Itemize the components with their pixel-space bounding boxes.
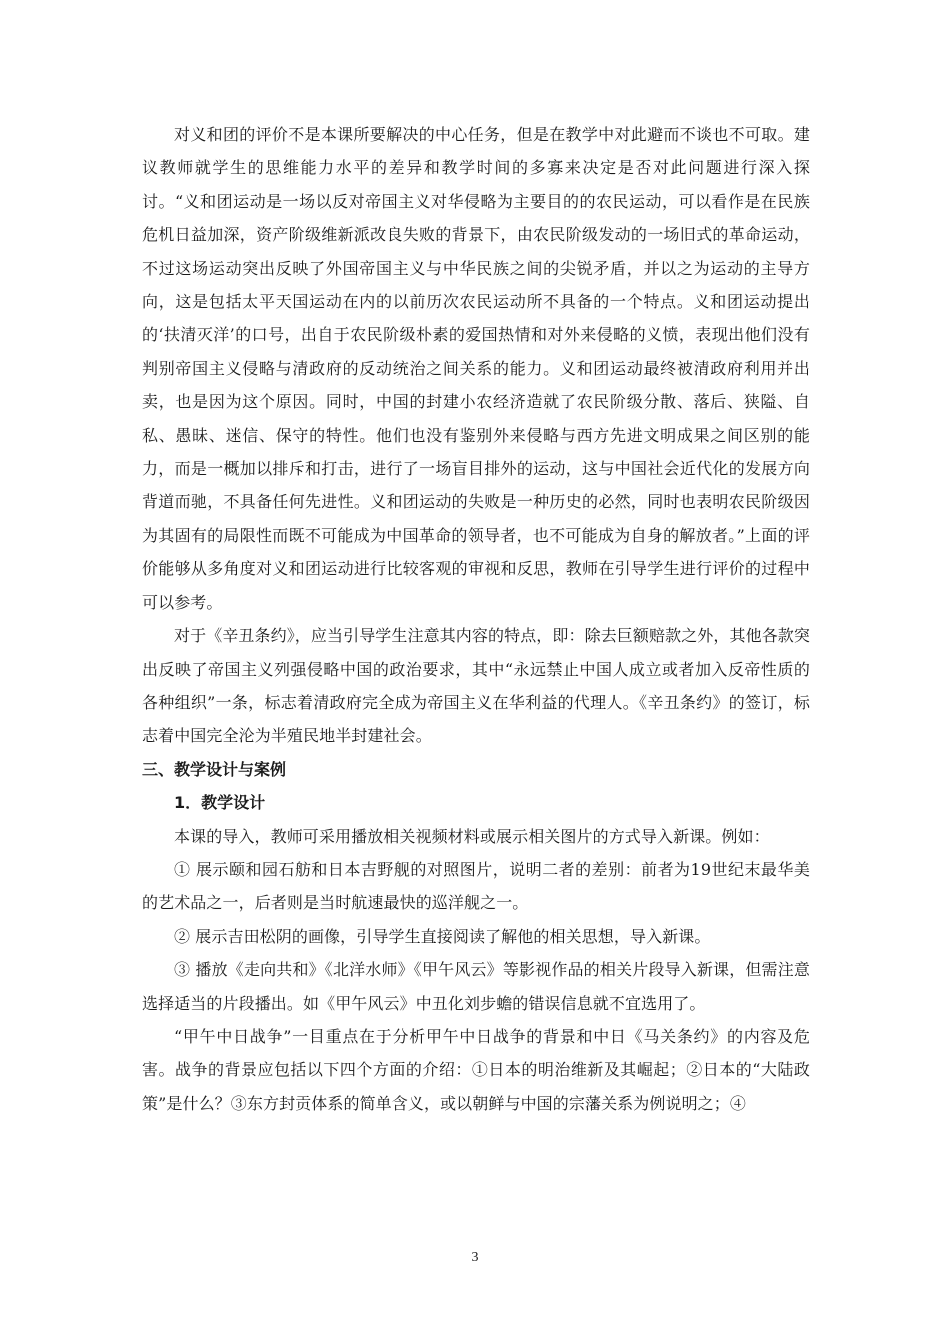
page-number: 3 bbox=[471, 1250, 479, 1265]
section-heading: 三、教学设计与案例 bbox=[142, 759, 287, 779]
paragraph-boxer-evaluation: 对义和团的评价不是本课所要解决的中心任务，但是在教学中对此避而不谈也不可取。建议教师就学生的思维能力水平的差异和教学时间的多寡来决定是否对此问题进行深入探讨。“义和团运动是一场以反对帝国主义对华侵略为主要目的的农民运动，可以看作是在民族危机日益加深，资产阶级维新派改良失败的背景下，由农民阶级发动的一场旧式的革命运动，不过这场运动突出反映了外国帝国主义与中华民族之间的尖锐矛盾，并以之为运动的主导方向，这是包括太平天国运动在内的以前历次农民运动所不具备的一个特点。义和团运动提出的‘扶清灭洋’的口号，出自于农民阶级朴素的爱国热情和对外来侵略的义愤，表现出他们没有判别帝国主义侵略与清政府的反动统治之间关系的能力。义和团运动最终被清政府利用并出卖，也是因为这个原因。同时，中国的封建小农经济造就了农民阶级分散、落后、狭隘、自私、愚昧、迷信、保守的特性。他们也没有鉴别外来侵略与西方先进文明成果之间区别的能力，而是一概加以排斥和打击，进行了一场盲目排外的运动，这与中国社会近代化的发展方向背道而驰，不具备任何先进性。义和团运动的失败是一种历史的必然，同时也表明农民阶级因为其固有的局限性而既不可能成为中国革命的领导者，也不可能成为自身的解放者。”上面的评价能够从多角度对义和团运动进行比较客观的审视和反思，教师在引导学生进行评价的过程中可以参考。 bbox=[142, 125, 810, 612]
paragraph-sino-japanese-war: “甲午中日战争”一目重点在于分析甲午中日战争的背景和中日《马关条约》的内容及危害。战争的背景应包括以下四个方面的介绍：①日本的明治维新及其崛起；②日本的“大陆政策”是什么？③东方封贡体系的简单含义，或以朝鲜与中国的宗藩关系为例说明之；④ bbox=[142, 1026, 810, 1113]
subsection-heading: 1．教学设计 bbox=[174, 793, 266, 813]
paragraph-lesson-intro: 本课的导入，教师可采用播放相关视频材料或展示相关图片的方式导入新课。例如： bbox=[174, 826, 770, 846]
paragraph-example-1: ① 展示颐和园石舫和日本吉野舰的对照图片，说明二者的差别：前者为19世纪末最华美的艺术品之一，后者则是当时航速最快的巡洋舰之一。 bbox=[142, 859, 810, 913]
document-body bbox=[142, 118, 810, 1120]
paragraph-example-2: ② 展示吉田松阴的画像，引导学生直接阅读了解他的相关思想，导入新课。 bbox=[174, 926, 711, 946]
paragraph-xinchou-treaty: 对于《辛丑条约》，应当引导学生注意其内容的特点，即：除去巨额赔款之外，其他各款突出反映了帝国主义列强侵略中国的政治要求，其中“永远禁止中国人成立或者加入反帝性质的各种组织”一条，标志着清政府完全成为帝国主义在华利益的代理人。《辛丑条约》的签订，标志着中国完全沦为半殖民地半封建社会。 bbox=[142, 626, 811, 746]
paragraph-example-3: ③ 播放《走向共和》《北洋水师》《甲午风云》等影视作品的相关片段导入新课，但需注意选择适当的片段播出。如《甲午风云》中丑化刘步蟾的错误信息就不宜选用了。 bbox=[142, 960, 810, 1013]
